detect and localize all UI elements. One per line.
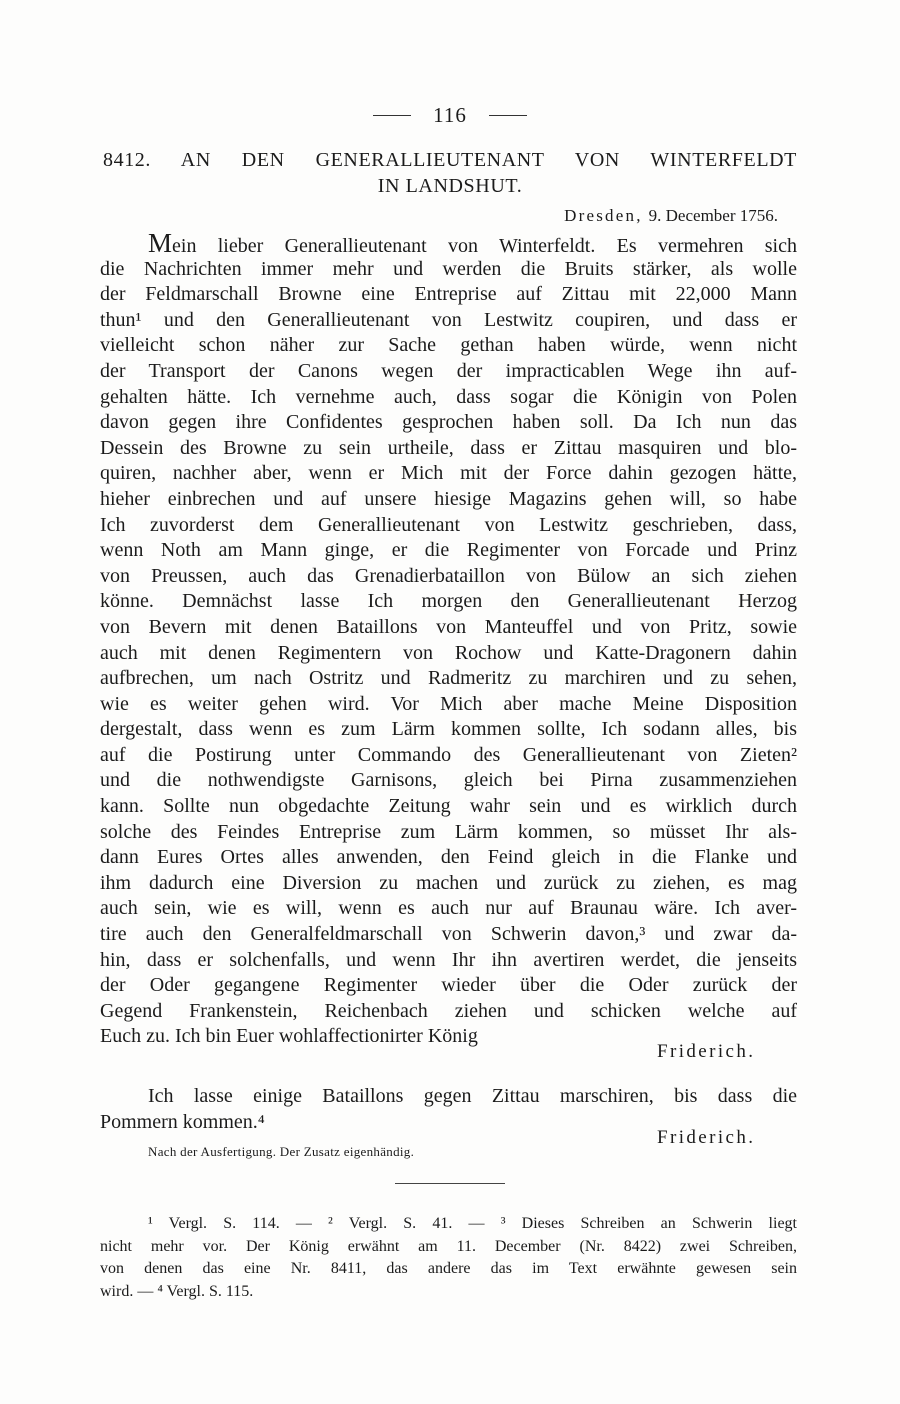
letter-line: von Preussen, auch das Grenadierbataillon von Bülow an sich ziehen bbox=[100, 564, 797, 587]
letter-line: thun¹ und den Generallieutenant von Lestwitz coupiren, und dass er bbox=[100, 308, 797, 331]
footnote-line: nicht mehr vor. Der König erwähnt am 11. December (Nr. 8422) zwei Schreiben, bbox=[100, 1237, 797, 1255]
letter-line: und die nothwendigste Garnisons, gleich bei Pirna zusammenziehen bbox=[100, 769, 797, 792]
letter-line: dann Eures Ortes alles anwenden, den Feind gleich in die Flanke und bbox=[100, 846, 797, 869]
letter-line: quiren, nachher aber, wenn er Mich mit der Force dahin gezogen hätte, bbox=[100, 462, 797, 485]
letter-heading-line-2: IN LANDSHUT. bbox=[377, 175, 523, 197]
letter-line: von Bevern mit denen Bataillons von Manteuffel und von Pritz, sowie bbox=[100, 615, 797, 638]
page-number-left-rule bbox=[373, 115, 411, 116]
letter-line: davon gegen ihre Confidentes gesprochen haben soll. Da Ich nun das bbox=[100, 411, 797, 434]
footnotes bbox=[100, 1213, 797, 1304]
letter-line: auch mit denen Regimentern von Rochow und Katte-Dragonern dahin bbox=[100, 641, 797, 664]
letter-heading-line-1: AN DEN GENERALLIEUTENANT VON WINTERFELDT bbox=[180, 149, 798, 171]
letter-line: kann. Sollte nun obgedachte Zeitung wahr sein und es wirklich durch bbox=[100, 795, 797, 818]
letter-line: Euch zu. Ich bin Euer wohlaffectionirter König bbox=[100, 1025, 478, 1048]
letter-line: wenn Noth am Mann ginge, er die Regimenter von Forcade und Prinz bbox=[100, 539, 797, 562]
postscript-line: Ich lasse einige Bataillons gegen Zittau marschiren, bis dass die bbox=[148, 1085, 797, 1107]
letter-line: Ich zuvorderst dem Generallieutenant von Lestwitz geschrieben, dass, bbox=[100, 513, 797, 536]
letter-line: könne. Demnächst lasse Ich morgen den Generallieutenant Herzog bbox=[100, 590, 797, 613]
letter-line: Mein lieber Generallieutenant von Winterfeldt. Es vermehren sich bbox=[148, 231, 797, 257]
letter-line: solche des Feindes Entreprise zum Lärm kommen, so müsset Ihr als- bbox=[100, 820, 797, 843]
page-number: 116 bbox=[433, 102, 467, 127]
letter-line: der Oder gegangene Regimenter wieder über die Oder zurück der bbox=[100, 974, 797, 997]
page-number-header bbox=[0, 101, 900, 129]
letter-line: dergestalt, dass wenn es zum Lärm kommen sollte, Ich sodann alles, bis bbox=[100, 718, 797, 741]
letter-line: hieher einbrechen und auf unsere hiesige Magazins gehen will, so habe bbox=[100, 487, 797, 510]
letter-signature: Friderich. bbox=[657, 1041, 756, 1062]
letter-line: wie es weiter gehen wird. Vor Mich aber mache Meine Disposition bbox=[100, 692, 797, 715]
letter-line: auch sein, wie es will, wenn es auch nur auf Braunau wäre. Ich aver- bbox=[100, 897, 797, 920]
letter-line: der Feldmarschall Browne eine Entreprise auf Zittau mit 22,000 Mann bbox=[100, 283, 797, 306]
letter-line: tire auch den Generalfeldmarschall von Schwerin davon,³ und zwar da- bbox=[100, 923, 797, 946]
footnote-line: von denen das eine Nr. 8411, das andere das im Text erwähnte gewesen sein bbox=[100, 1260, 797, 1278]
footnote-separator bbox=[395, 1183, 505, 1184]
letter-line: aufbrechen, um nach Ostritz und Radmeritz zu marchiren und zu sehen, bbox=[100, 667, 797, 690]
letter-body bbox=[100, 231, 797, 1050]
letter-heading bbox=[103, 147, 797, 173]
dateline-date: 9. December 1756. bbox=[648, 206, 778, 225]
letter-line: Dessein des Browne zu sein urtheile, dass er Zittau masquiren und blo- bbox=[100, 436, 797, 459]
postscript-signature: Friderich. bbox=[657, 1127, 756, 1148]
source-note: Nach der Ausfertigung. Der Zusatz eigenhändig. bbox=[148, 1144, 415, 1159]
dateline bbox=[400, 204, 778, 228]
letter-number: 8412. bbox=[103, 149, 151, 171]
letter-line: auf die Postirung unter Commando des Generallieutenant von Zieten² bbox=[100, 743, 797, 766]
letter-line: die Nachrichten immer mehr und werden die Bruits stärker, als wolle bbox=[100, 257, 797, 280]
letter-line: gehalten hätte. Ich vernehme auch, dass sogar die Königin von Polen bbox=[100, 385, 797, 408]
page-number-right-rule bbox=[489, 115, 527, 116]
postscript-line: Pommern kommen.⁴ bbox=[100, 1110, 265, 1133]
dateline-place: Dresden, bbox=[564, 206, 643, 225]
letter-line: Gegend Frankenstein, Reichenbach ziehen und schicken welche auf bbox=[100, 999, 797, 1022]
letter-line: vielleicht schon näher zur Sache gethan haben würde, wenn nicht bbox=[100, 334, 797, 357]
letter-line: hin, dass er solchenfalls, und wenn Ihr ihn avertiren werdet, die jenseits bbox=[100, 948, 797, 971]
letter-line: ihm dadurch eine Diversion zu machen und zurück zu ziehen, es mag bbox=[100, 871, 797, 894]
footnote-line: ¹ Vergl. S. 114. — ² Vergl. S. 41. — ³ Dieses Schreiben an Schwerin liegt bbox=[148, 1215, 797, 1232]
letter-line: der Transport der Canons wegen der impracticablen Wege ihn auf- bbox=[100, 359, 797, 382]
footnote-line: wird. — ⁴ Vergl. S. 115. bbox=[100, 1283, 254, 1301]
